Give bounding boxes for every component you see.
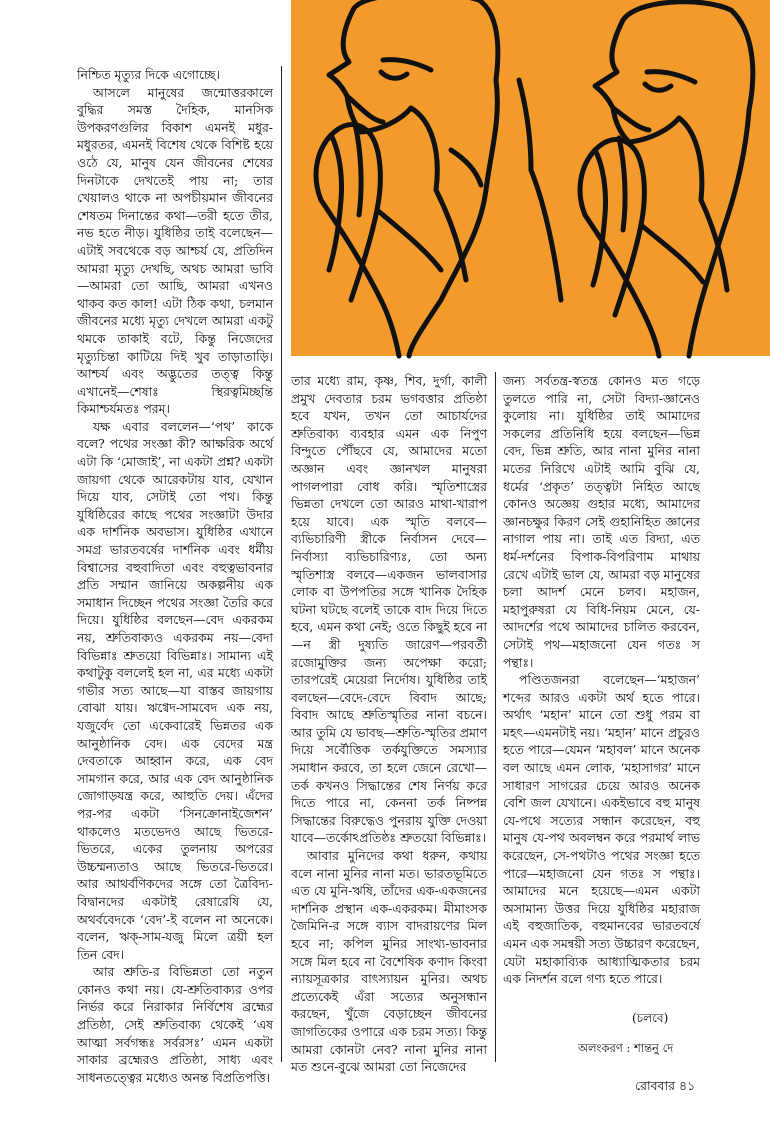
paragraph: জন্য সর্বতন্ত্র-স্বতন্ত্র কোনও মত গড়ে তুলতে পারি না, সেটা বিদ্যা-জ্ঞানেও কুলোয় না। যুধিষ্ঠির তাই আমাদের সকলের প্রতিনিধি হয়ে বলছেন—ভিন্ন বেদ, ভিন্ন শ্রুতি, আর নানা মুনির নানা মতের নিরিখে এটাই আমি বুঝি যে, ধর্মের ‘প্রকৃত’ তত্ত্বটা নিহিত আছে কোনও অজ্ঞেয় গুহার মধ্যে, আমাদের জ্ঞানচক্ষুর কিরণ সেই গুহানিহিত জ্ঞানের নাগাল পায় না। তাই এত বিদ্যা, এত ধর্ম-দর্শনের বিপাক-বিপরিণাম মাথায় রেখে এটাই ভাল যে, আমরা বড় মানুষের চলা আদর্শ মেনে চলব। মহাজন, মহাপুরুষরা যে বিধি-নিয়ম মেনে, যে-আদর্শের পথে আমাদের চালিত করবেন, সেটাই পথ—মহাজনো যেন গতঃ স পন্থাঃ।: [503, 373, 700, 670]
paragraph: আসলে মানুষের জন্মোত্তরকালে বুদ্ধির সমস্ত দৈহিক, মানসিক উপকরণগুলির বিকাশ এমনই মধুর-মধুরতর, এমনই বিশেষ থেকে বিশিষ্ট হয়ে ওঠে যে, মানুষ যেন জীবনের শেষের দিনটাকে দেখতেই পায় না; তার খেয়ালও থাকে না অপচীয়মান জীবনের শেষতম দিনান্তের কথা—তরী হতে তীর, নভ হতে নীড়। যুধিষ্ঠির তাই বলেছেন—এটাই সবথেকে বড় আশ্চর্য যে, প্রতিদিন আমরা মৃত্যু দেখছি, অথচ আমরা ভাবি—আমরা তো আছি, আমরা এখনও থাকব কত কাল! এটা ঠিক কথা, চলমান জীবনের মধ্যে মৃত্যু দেখলে আমরা একটু থমকে তাকাই বটে, কিন্তু নিজেদের মৃত্যুচিন্তা কাটিয়ে দিই খুব তাড়াতাড়ি। আশ্চর্য এবং অদ্ভুতের তত্ত্ব কিন্তু এখানেই—শেষাঃ স্থিরত্বমিচ্ছন্তি কিমাশ্চর্যমতঃ পরম্।: [77, 84, 273, 417]
illustration-drawing: [291, 0, 770, 356]
paragraph: যক্ষ এবার বললেন—‘পথ’ কাকে বলে? পথের সংজ্ঞা কী? আক্ষরিক অর্থে এটা কি ‘মোজাই’, না একটা প্রশ্ন? একটা জায়গা থেকে আরেকটায় যাব, যেখান দিয়ে যাব, সেটাই তো পথ। কিন্তু যুধিষ্ঠিরের কাছে পথের সংজ্ঞাটা উদার এক দার্শনিক অবভাস। যুধিষ্ঠির এখানে সমগ্র ভারতবর্ষের দার্শনিক এবং ধর্মীয় বিশ্বাসের বহুবাদিতা এবং বহুত্বভাবনার প্রতি সম্মান জানিয়ে অকল্পনীয় এক সমাধান দিচ্ছেন পথের সংজ্ঞা তৈরি করে দিয়ে। যুধিষ্ঠির বলছেন—বেদ একরকম নয়, শ্রুতিবাক্যও একরকম নয়—বেদা বিভিন্নাঃ শ্রুতয়ো বিভিন্নাঃ। সামান্য এই কথাটুকু বললেই হল না, এর মধ্যে একটা গভীর সত্য আছে—যা বাস্তব জায়গায় বোঝা যায়। ঋগ্বেদ-সামবেদ এক নয়, যজুর্বেদ তো একেবারেই ভিন্নতর এক আনুষ্ঠানিক বেদ। এক বেদের মন্ত্র দেবতাকে আহ্বান করে, এক বেদ সামগান করে, আর এক বেদ আনুষ্ঠানিক জোগাড়যন্ত্র করে, আহুতি দেয়। এঁদের পর-পর একটা ‘সিনক্রোনাইজেশন’ থাকলেও মতভেদও আছে ভিতরে-ভিতরে, একের তুলনায় অপরের উচ্চম্মন্যতাও আছে ভিতরে-ভিতরে। আর আথর্বণিকদের সঙ্গে তো ত্রৈবিদ্য-বিদ্বানদের একটাই রেষারেষি যে, অথর্ববেদকে ‘বেদ’-ই বলেন না অনেকে। বলেন, ঋক্-সাম-যজু মিলে ত্রয়ী হল তিন বেদ।: [77, 418, 273, 962]
continued-note: (চলবে): [632, 1011, 669, 1025]
text-column-3: [503, 372, 700, 987]
column-divider-1: [281, 66, 282, 1062]
text-column-2: [291, 372, 487, 1075]
paragraph: তার মধ্যে রাম, কৃষ্ণ, শিব, দুর্গা, কালী প্রমুখ দেবতার চরম ভগবত্তার প্রতিষ্ঠা হবে যখন, তখন তো আচার্যদের শ্রুতিবাক্য ব্যবহার এমন এক নিপুণ বিন্দুতে পৌঁছবে যে, আমাদের মতো অজ্ঞান এবং জ্ঞানখল মানুষরা পাগলপারা বোধ করি। স্মৃতিশাস্ত্রের ভিন্নতা দেখলে তো আরও মাথা-খারাপ হয়ে যাবে। এক স্মৃতি বলবে—ব্যভিচারিণী স্ত্রীকে নির্বাসন দেবে—নির্বাস্যা ব্যভিচারিণ্যঃ, তো অন্য স্মৃতিশাস্ত্র বলবে—একজন ভালবাসার লোক বা উপপতির সঙ্গে খানিক দৈহিক ঘটনা ঘটছে বলেই তাকে বাদ দিয়ে দিতে হবে, এমন কথা নেই; ওতে কিছুই হবে না—ন স্ত্রী দুষ্যতি জারেণ—পরবর্তী রজোমুক্তির জন্য অপেক্ষা করো; তারপরেই মেয়েরা নির্দোষ। যুধিষ্ঠির তাই বলছেন—বেদে-বেদে বিবাদ আছে; বিবাদ আছে শ্রুতিস্মৃতির নানা বচনে। আর তুমি যে ভাবছ—শ্রুতি-স্মৃতির প্রমাণ দিয়ে সর্বৌত্তিক তর্কযুক্তিতে সমস্যার সমাধান করবে, তা হলে জেনে রেখো—তর্ক কখনও সিদ্ধান্তের শেষ নির্ণয় করে দিতে পারে না, কেননা তর্ক নিষ্পন্ন সিদ্ধান্তের বিরুদ্ধেও পুনরায় যুক্তি দেওয়া যাবে—তর্কোঽপ্রতিষ্ঠঃ শ্রুতয়ো বিভিন্নাঃ।: [291, 373, 487, 846]
paragraph: পণ্ডিতজনরা বলেছেন—‘মহাজন’ শব্দের আরও একটা অর্থ হতে পারে। অর্থাৎ ‘মহান’ মানে তো শুধু পরম বা মহৎ—এমনটাই নয়। ‘মহান’ মানে প্রচুরও হতে পারে—যেমন ‘মহাবল’ মানে অনেক বল আছে এমন লোক, ‘মহাসাগর’ মানে সাধারণ সাগরের চেয়ে আরও অনেক বেশি জল যেখানে। একইভাবে বহু মানুষ যে-পথে সত্যের সন্ধান করেছেন, বহু মানুষ যে-পথ অবলম্বন করে পরমার্থ লাভ করেছেন, সে-পথটাও পথের সংজ্ঞা হতে পারে—মহাজনো যেন গতঃ স পন্থাঃ। আমাদের মনে হয়েছে—এমন একটা অসামান্য উত্তর দিয়ে যুধিষ্ঠির মহারাজ এই বহুজাতিক, বহুমানবের ভারতবর্ষে এমন এক সমন্বয়ী সত্য উচ্চারণ করেছেন, যেটা মহাকাব্যিক আধ্যাত্মিকতার চরম এক নিদর্শন বলে গণ্য হতে পারে।: [503, 672, 700, 987]
page-footer: রোববার ৪১: [635, 1078, 696, 1093]
text-column-1: [77, 66, 273, 1085]
paragraph: আর শ্রুতি-র বিভিন্নতা তো নতুন কোনও কথা নয়। যে-শ্রুতিবাক্যর ওপর নির্ভর করে নিরাকার নির্বিশেষ ব্রহ্মের প্রতিষ্ঠা, সেই শ্রুতিবাক্য থেকেই ‘এষ আত্মা সর্বগন্ধঃ সর্বরসঃ’ এমন একটা সাকার ব্রহ্মেরও প্রতিষ্ঠা, সাধ্য এবং সাধনতত্ত্বের মধ্যেও অনন্ত বিপ্রতিপত্তি।: [77, 964, 273, 1085]
column-divider-2: [495, 372, 496, 1062]
illustration-credit: অলংকরণ : শান্তনু দে: [578, 1041, 674, 1055]
praying-figures-illustration: [291, 0, 770, 356]
paragraph: নিশ্চিত মৃত্যুর দিকে এগোচ্ছে।: [77, 67, 220, 82]
paragraph: আবার মুনিদের কথা ধরুন, কথায় বলে নানা মুনির নানা মত। ভারতভূমিতে এত যে মুনি-ঋষি, তাঁদের এক-একজনের দার্শনিক প্রস্থান এক-একরকম। মীমাংসক জৈমিনি-র সঙ্গে ব্যাস বাদরায়ণের মিল হবে না; কপিল মুনির সাংখ্য-ভাবনার সঙ্গে মিল হবে না বৈশেষিক কণাদ কিংবা ন্যায়সূত্রকার বাৎস্যায়ন মুনির। অথচ প্রত্যেকেই এঁরা সত্যের অনুসন্ধান করছেন, খুঁজে বেড়াচ্ছেন জীবনের জাগতিকের ওপারে এক চরম সত্য। কিন্তু আমরা কোনটা নেব? নানা মুনির নানা মত শুনে-বুঝে আমরা তো নিজেদের: [291, 848, 487, 1075]
